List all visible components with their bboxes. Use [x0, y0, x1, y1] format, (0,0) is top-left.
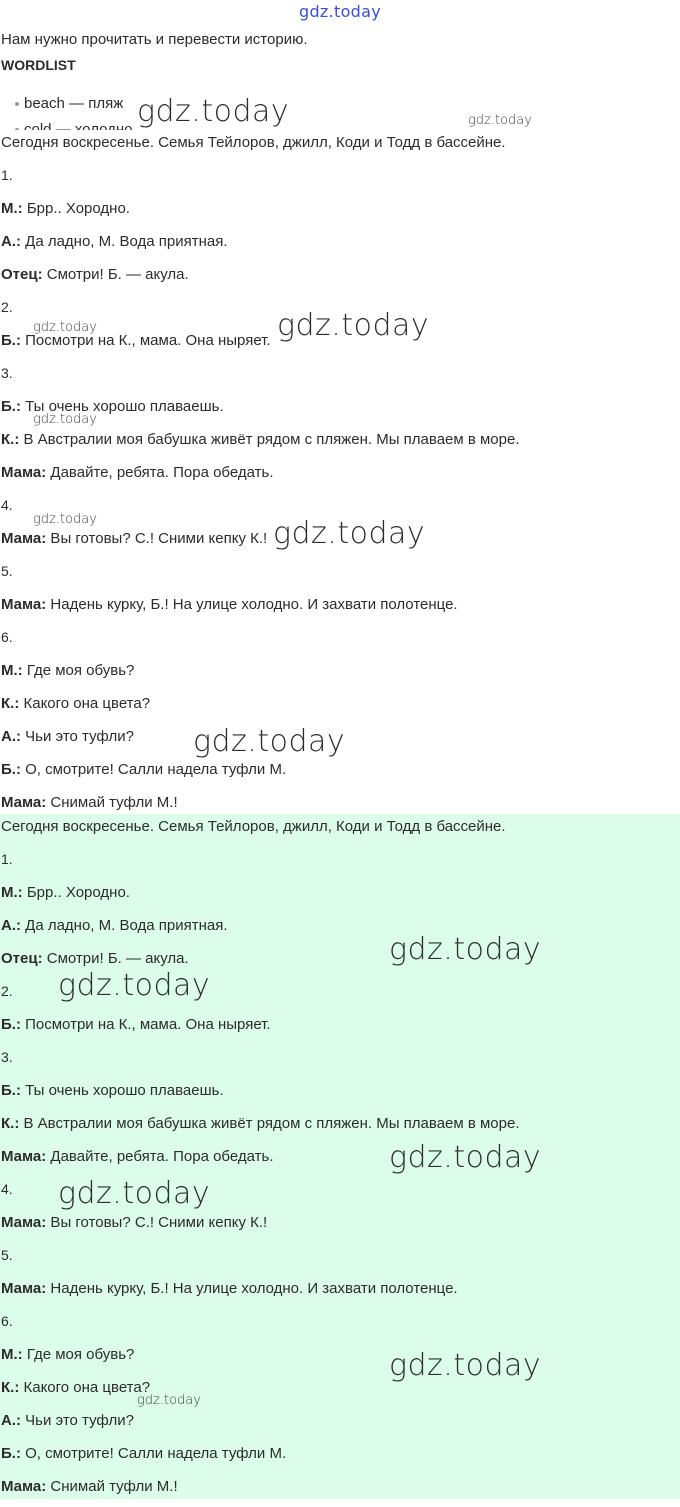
story-translation: [0, 814, 680, 1499]
watermark: gdz.today: [137, 1393, 201, 1408]
dialogue-line: [0, 196, 680, 229]
speaker-label: А.:: [1, 728, 21, 745]
line-text: Где моя обувь?: [22, 662, 135, 679]
speaker-label: Отец:: [1, 266, 43, 283]
speaker-label: М.:: [1, 884, 23, 901]
speaker-label: М.:: [1, 1346, 23, 1363]
speaker-label: Мама:: [1, 1280, 47, 1297]
line-text: Какого она цвета?: [19, 1379, 151, 1396]
line-text: Надень курку, Б.! На улице холодно. И захвати полотенце.: [46, 1280, 458, 1297]
speaker-label: А.:: [1, 1412, 21, 1429]
line-text: Вы готовы? С.! Сними кепку К.!: [46, 1214, 268, 1231]
dialogue-line: [0, 592, 680, 625]
watermark: gdz.today: [389, 1140, 542, 1175]
section-number: [0, 493, 680, 526]
speaker-label: Мама:: [1, 794, 47, 811]
section-number: [0, 295, 680, 328]
line-text: Снимай туфли М.!: [46, 794, 178, 811]
line-text: Посмотри на К., мама. Она ныряет.: [20, 332, 271, 349]
line-text: Да ладно, М. Вода приятная.: [21, 233, 228, 250]
line-text: 5.: [1, 563, 13, 579]
line-text: 3.: [1, 365, 13, 381]
speaker-label: Мама:: [1, 596, 47, 613]
speaker-label: Б.:: [1, 398, 21, 415]
watermark: gdz.today: [58, 968, 211, 1003]
line-text: О, смотрите! Салли надела туфли М.: [20, 1445, 287, 1462]
line-text: Где моя обувь?: [22, 1346, 135, 1363]
speaker-label: Мама:: [1, 464, 47, 481]
speaker-label: Мама:: [1, 530, 47, 547]
watermark: gdz.today: [33, 512, 97, 527]
speaker-label: К.:: [1, 1379, 20, 1396]
line-text: Смотри! Б. — акула.: [42, 950, 189, 967]
watermark: gdz.today: [389, 1348, 542, 1383]
speaker-label: Б.:: [1, 1016, 21, 1033]
speaker-label: К.:: [1, 1115, 20, 1132]
line-text: 2.: [1, 983, 13, 999]
dialogue-line: [0, 724, 680, 757]
story-original: [0, 130, 680, 814]
dialogue-line: [0, 394, 680, 427]
speaker-label: К.:: [1, 431, 20, 448]
speaker-label: Мама:: [1, 1478, 47, 1495]
line-text: Вы готовы? С.! Сними кепку К.!: [46, 530, 268, 547]
line-text: Брр.. Хородно.: [22, 884, 130, 901]
story-intro-line: [0, 130, 680, 163]
line-text: Брр.. Хородно.: [22, 200, 130, 217]
speaker-label: К.:: [1, 695, 20, 712]
line-text: 6.: [1, 629, 13, 645]
line-text: Ты очень хорошо плаваешь.: [20, 398, 224, 415]
site-logo[interactable]: gdz.today: [299, 2, 381, 21]
section-number: [0, 163, 680, 196]
intro-lead: Нам нужно прочитать и перевести историю.: [1, 31, 308, 48]
line-text: Да ладно, М. Вода приятная.: [21, 917, 228, 934]
speaker-label: Отец:: [1, 950, 43, 967]
line-text: Чьи это туфли?: [21, 728, 134, 745]
watermark: gdz.today: [389, 932, 542, 967]
line-text: Сегодня воскресенье. Семья Тейлоров, джилл, Коди и Тодд в бассейне.: [1, 818, 506, 835]
section-number: [0, 1309, 680, 1342]
dialogue-line: [0, 691, 680, 724]
section-number: [0, 1045, 680, 1078]
line-text: Давайте, ребята. Пора обедать.: [46, 1148, 274, 1165]
watermark: gdz.today: [468, 113, 532, 128]
line-text: Чьи это туфли?: [21, 1412, 134, 1429]
line-text: 4.: [1, 497, 13, 513]
wordlist-item: beach — пляж: [15, 91, 661, 117]
line-text: 1.: [1, 167, 13, 183]
dialogue-line: [0, 1210, 680, 1243]
watermark: gdz.today: [277, 308, 430, 343]
line-text: О, смотрите! Салли надела туфли М.: [20, 761, 287, 778]
dialogue-line: [0, 913, 680, 946]
dialogue-line: [0, 1276, 680, 1309]
speaker-label: М.:: [1, 200, 23, 217]
section-number: [0, 979, 680, 1012]
section-number: [0, 625, 680, 658]
line-text: В Австралии моя бабушка живёт рядом с пляжен. Мы плаваем в море.: [19, 1115, 520, 1132]
speaker-label: Б.:: [1, 332, 21, 349]
speaker-label: М.:: [1, 662, 23, 679]
story-intro-line: [0, 814, 680, 847]
speaker-label: Б.:: [1, 1082, 21, 1099]
dialogue-line: [0, 427, 680, 460]
dialogue-line: [0, 1408, 680, 1441]
line-text: Смотри! Б. — акула.: [42, 266, 189, 283]
watermark: gdz.today: [137, 94, 290, 129]
dialogue-line: [0, 1144, 680, 1177]
speaker-label: Б.:: [1, 761, 21, 778]
dialogue-line: [0, 262, 680, 295]
watermark: gdz.today: [33, 412, 97, 427]
line-text: 2.: [1, 299, 13, 315]
dialogue-line: [0, 1474, 680, 1507]
dialogue-line: [0, 757, 680, 790]
line-text: 4.: [1, 1181, 13, 1197]
intro-section: [1, 30, 661, 127]
dialogue-line: [0, 1375, 680, 1408]
watermark: gdz.today: [33, 320, 97, 335]
line-text: 6.: [1, 1313, 13, 1329]
speaker-label: Б.:: [1, 1445, 21, 1462]
dialogue-line: [0, 1012, 680, 1045]
line-text: Давайте, ребята. Пора обедать.: [46, 464, 274, 481]
section-number: [0, 847, 680, 880]
line-text: В Австралии моя бабушка живёт рядом с пляжен. Мы плаваем в море.: [19, 431, 520, 448]
section-number: [0, 559, 680, 592]
section-number: [0, 1177, 680, 1210]
dialogue-line: [0, 1078, 680, 1111]
line-text: Ты очень хорошо плаваешь.: [20, 1082, 224, 1099]
section-number: [0, 361, 680, 394]
watermark: gdz.today: [58, 1176, 211, 1211]
line-text: 3.: [1, 1049, 13, 1065]
wordlist: [1, 91, 661, 127]
speaker-label: А.:: [1, 917, 21, 934]
dialogue-line: [0, 460, 680, 493]
dialogue-line: [0, 526, 680, 559]
line-text: Снимай туфли М.!: [46, 1478, 178, 1495]
section-number: [0, 1243, 680, 1276]
dialogue-line: [0, 1111, 680, 1144]
dialogue-line: [0, 880, 680, 913]
line-text: Посмотри на К., мама. Она ныряет.: [20, 1016, 271, 1033]
dialogue-line: [0, 1342, 680, 1375]
dialogue-line: [0, 946, 680, 979]
dialogue-line: [0, 1441, 680, 1474]
dialogue-line: [0, 229, 680, 262]
dialogue-line: [0, 328, 680, 361]
wordlist-heading: WORDLIST: [1, 57, 76, 73]
line-text: Сегодня воскресенье. Семья Тейлоров, джилл, Коди и Тодд в бассейне.: [1, 134, 506, 151]
line-text: 5.: [1, 1247, 13, 1263]
speaker-label: А.:: [1, 233, 21, 250]
speaker-label: Мама:: [1, 1214, 47, 1231]
line-text: 1.: [1, 851, 13, 867]
watermark: gdz.today: [273, 516, 426, 551]
dialogue-line: [0, 658, 680, 691]
line-text: Какого она цвета?: [19, 695, 151, 712]
watermark: gdz.today: [193, 724, 346, 759]
line-text: Надень курку, Б.! На улице холодно. И захвати полотенце.: [46, 596, 458, 613]
speaker-label: Мама:: [1, 1148, 47, 1165]
